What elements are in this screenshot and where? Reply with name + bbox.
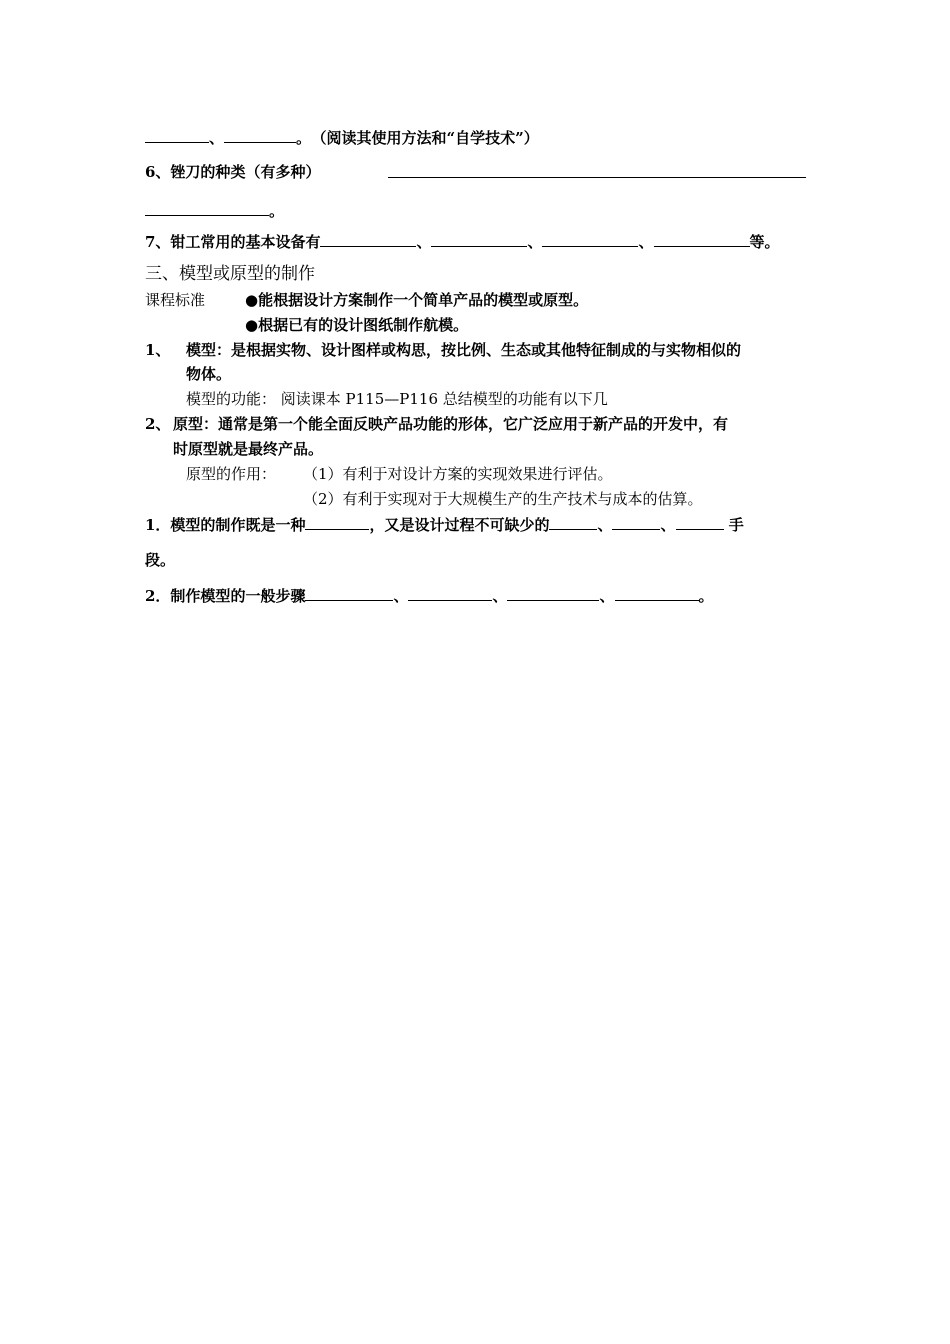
prototype-role-label: 原型的作用： [186,465,277,483]
answer-blank[interactable] [676,514,724,530]
item-number: 2、 [145,415,171,433]
separator: 、 [527,233,543,251]
q5-continuation [145,127,539,148]
q7-label: 7、钳工常用的基本设备有 [145,233,321,251]
answer-blank[interactable] [320,231,416,247]
answer-blank[interactable] [408,585,492,601]
answer-blank[interactable] [305,585,393,601]
item-number: 1、 [145,341,171,359]
prototype-role: （2）有利于实现对于大规模生产的生产技术与成本的估算。 [303,490,703,508]
model-function: 模型的功能： 阅读课本 P115—P116 总结模型的功能有以下几 [186,390,608,408]
separator: 、 [209,129,225,147]
separator: 、 [393,587,409,605]
answer-blank[interactable] [615,585,699,601]
answer-blank[interactable] [305,514,369,530]
q1-text: 1．模型的制作既是一种 [145,516,306,534]
prototype-definition-cont: 时原型就是最终产品。 [173,440,324,458]
separator: 、 [660,516,676,534]
period: 。 [698,587,714,605]
standard-item: ●能根据设计方案制作一个简单产品的模型或原型。 [245,291,589,309]
reading-note: （阅读其使用方法和“自学技术”） [319,129,539,147]
separator: 、 [599,587,615,605]
answer-blank[interactable] [612,514,660,530]
q1-text: ，又是设计过程不可缺少的 [369,516,550,534]
separator: 、 [638,233,654,251]
answer-blank[interactable] [145,127,209,143]
etc-suffix: 等。 [749,233,780,251]
standard-item: ●根据已有的设计图纸制作航模。 [245,316,469,334]
answer-blank[interactable] [224,127,296,143]
separator: 、 [597,516,613,534]
model-definition: 模型：是根据实物、设计图样或构思，按比例、生态或其他特征制成的与实物相似的 [186,341,742,359]
prototype-role: （1）有利于对设计方案的实现效果进行评估。 [303,465,613,483]
q1-line [145,514,744,535]
answer-blank[interactable] [542,231,638,247]
q1-text: 手 [723,516,744,534]
q6-line [145,162,320,182]
q6-continuation [145,200,284,221]
prototype-definition: 原型：通常是第一个能全面反映产品功能的形体，它广泛应用于新产品的开发中，有 [173,415,729,433]
standard-label: 课程标准 [145,291,206,309]
q2-text: 2．制作模型的一般步骤 [145,587,306,605]
answer-blank[interactable] [431,231,527,247]
q6-blank-wrap [388,162,806,183]
separator: 、 [492,587,508,605]
section-heading: 三、模型或原型的制作 [145,264,315,284]
answer-blank[interactable] [507,585,599,601]
q1-continuation: 段。 [145,551,176,569]
q6-label: 6、锉刀的种类（有多种） [145,163,321,181]
period: 。 [296,129,312,147]
answer-blank[interactable] [654,231,750,247]
separator: 、 [416,233,432,251]
q7-line [145,231,780,252]
answer-blank[interactable] [388,162,806,178]
answer-blank[interactable] [549,514,597,530]
q2-line [145,585,714,606]
model-definition-cont: 物体。 [186,365,232,383]
answer-blank[interactable] [145,200,269,216]
period: 。 [269,202,285,220]
